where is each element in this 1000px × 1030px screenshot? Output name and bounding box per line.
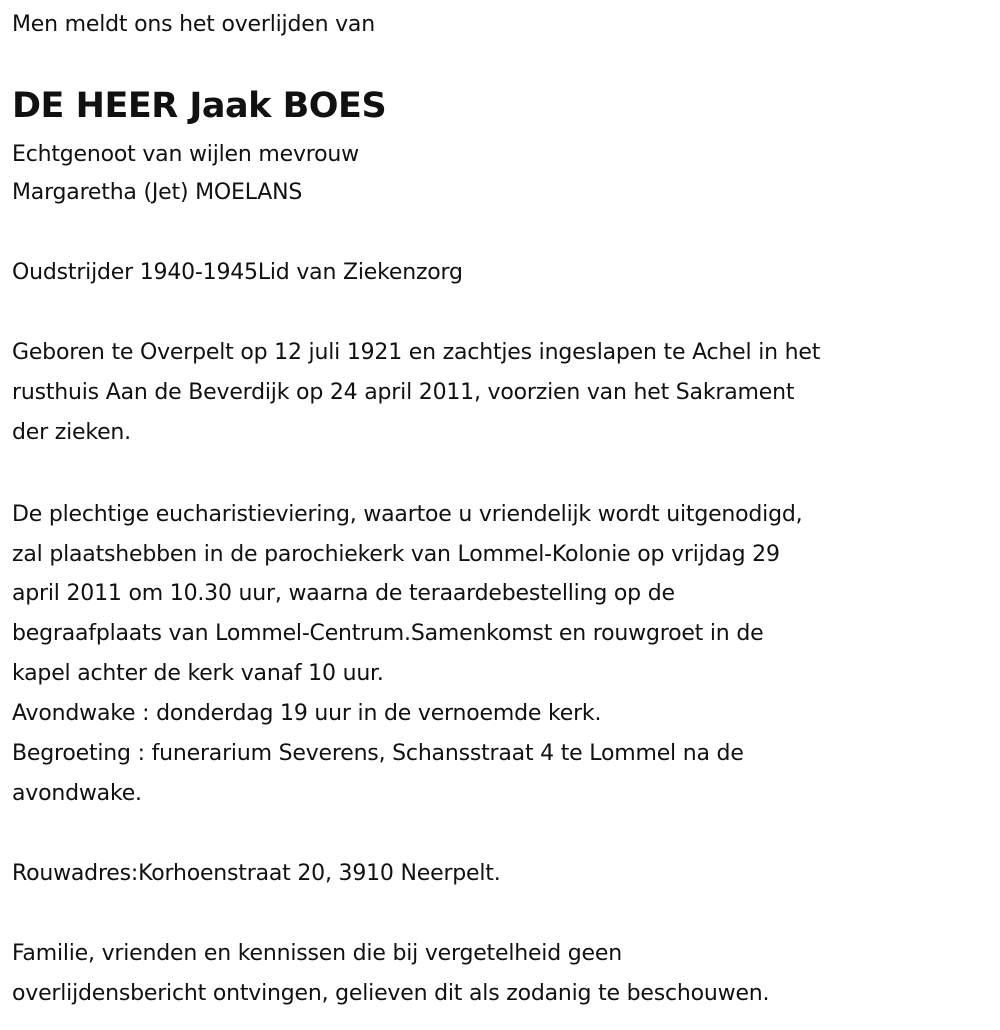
birth-death-line: der zieken. [12,420,131,445]
mourning-address: Rouwadres:Korhoenstraat 20, 3910 Neerpelt. [12,861,501,886]
greeting-line: avondwake. [12,781,142,806]
birth-death-line: Geboren te Overpelt op 12 juli 1921 en zachtjes ingeslapen te Achel in het [12,340,821,365]
memberships: Oudstrijder 1940-1945Lid van Ziekenzorg [12,260,463,285]
wake-line: Avondwake : donderdag 19 uur in de vernoemde kerk. [12,701,602,726]
birth-death-line: rusthuis Aan de Beverdijk op 24 april 2011, voorzien van het Sakrament [12,380,795,405]
ceremony-line: kapel achter de kerk vanaf 10 uur. [12,661,384,686]
deceased-name: DE HEER Jaak BOES [12,86,387,126]
ceremony-line: zal plaatshebben in de parochiekerk van Lommel-Kolonie op vrijdag 29 [12,542,780,567]
ceremony-line: begraafplaats van Lommel-Centrum.Samenkomst en rouwgroet in de [12,621,764,646]
greeting-line: Begroeting : funerarium Severens, Schansstraat 4 te Lommel na de [12,741,744,766]
closing-line: Familie, vrienden en kennissen die bij vergetelheid geen [12,941,622,966]
closing-line: overlijdensbericht ontvingen, gelieven dit als zodanig te beschouwen. [12,981,770,1006]
spouse-name: Margaretha (Jet) MOELANS [12,180,303,205]
ceremony-line: april 2011 om 10.30 uur, waarna de teraardebestelling op de [12,581,675,606]
spouse-line: Echtgenoot van wijlen mevrouw [12,142,359,167]
intro-text: Men meldt ons het overlijden van [12,12,375,37]
ceremony-line: De plechtige eucharistieviering, waartoe u vriendelijk wordt uitgenodigd, [12,502,803,527]
